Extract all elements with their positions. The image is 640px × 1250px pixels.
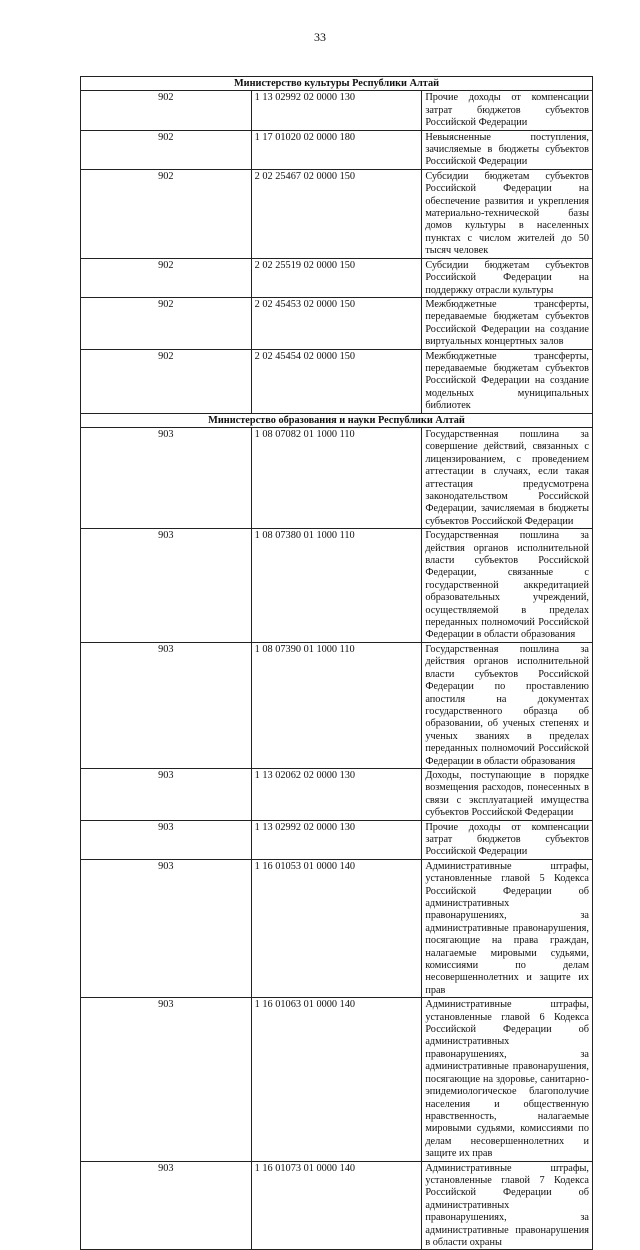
table-row bbox=[81, 998, 593, 1161]
kbk-code: 2 02 45454 02 0000 150 bbox=[251, 349, 422, 413]
revenue-name: Административные штрафы, установленные главой 5 Кодекса Российской Федерации об административных правонарушениях, за административные правонарушения, посягающие на права граждан, налагаемые мировыми судьями, комиссиями по делам несовершеннолетних и защите их прав bbox=[422, 859, 593, 997]
admin-code: 903 bbox=[81, 642, 252, 768]
revenue-name: Межбюджетные трансферты, передаваемые бюджетам субъектов Российской Федерации на создание виртуальных концертных залов bbox=[422, 297, 593, 349]
admin-code: 903 bbox=[81, 427, 252, 528]
table-row bbox=[81, 820, 593, 859]
revenue-name: Государственная пошлина за действия органов исполнительной власти субъектов Российской Федерации, связанные с государственной аккредитацией образовательных учреждений, осуществляемой в пределах переданных полномочий Российской Федерации в области образования bbox=[422, 529, 593, 643]
revenue-name: Прочие доходы от компенсации затрат бюджетов субъектов Российской Федерации bbox=[422, 91, 593, 130]
admin-code: 903 bbox=[81, 820, 252, 859]
revenue-name: Субсидии бюджетам субъектов Российской Федерации на обеспечение развития и укрепления материально-технической базы домов культуры в населенных пунктах с числом жителей до 50 тысяч человек bbox=[422, 169, 593, 258]
revenue-codes-table bbox=[80, 76, 593, 1250]
kbk-code: 2 02 25467 02 0000 150 bbox=[251, 169, 422, 258]
kbk-code: 1 08 07082 01 1000 110 bbox=[251, 427, 422, 528]
kbk-code: 2 02 25519 02 0000 150 bbox=[251, 258, 422, 297]
admin-code: 902 bbox=[81, 297, 252, 349]
kbk-code: 2 02 45453 02 0000 150 bbox=[251, 297, 422, 349]
revenue-name: Субсидии бюджетам субъектов Российской Федерации на поддержку отрасли культуры bbox=[422, 258, 593, 297]
kbk-code: 1 08 07380 01 1000 110 bbox=[251, 529, 422, 643]
section-header-row bbox=[81, 413, 593, 427]
kbk-code: 1 16 01073 01 0000 140 bbox=[251, 1161, 422, 1250]
section-header-row bbox=[81, 77, 593, 91]
kbk-code: 1 13 02062 02 0000 130 bbox=[251, 768, 422, 820]
admin-code: 903 bbox=[81, 998, 252, 1161]
table-row bbox=[81, 768, 593, 820]
kbk-code: 1 16 01053 01 0000 140 bbox=[251, 859, 422, 997]
admin-code: 902 bbox=[81, 91, 252, 130]
table-row bbox=[81, 349, 593, 413]
admin-code: 903 bbox=[81, 768, 252, 820]
revenue-name: Государственная пошлина за действия органов исполнительной власти субъектов Российской Федерации по проставлению апостиля на документах государственного образца об образовании, об ученых степенях и ученых званиях в пределах переданных полномочий Российской Федерации в области образования bbox=[422, 642, 593, 768]
kbk-code: 1 08 07390 01 1000 110 bbox=[251, 642, 422, 768]
kbk-code: 1 16 01063 01 0000 140 bbox=[251, 998, 422, 1161]
page-number: 33 bbox=[314, 30, 326, 44]
revenue-name: Государственная пошлина за совершение действий, связанных с лицензированием, с проведением аттестации в случаях, если такая аттестация предусмотрена законодательством Российской Федерации, зачисляемая в бюджеты субъектов Российской Федерации bbox=[422, 427, 593, 528]
admin-code: 902 bbox=[81, 169, 252, 258]
admin-code: 903 bbox=[81, 1161, 252, 1250]
admin-code: 902 bbox=[81, 349, 252, 413]
table-row bbox=[81, 130, 593, 169]
table-row bbox=[81, 642, 593, 768]
revenue-name: Административные штрафы, установленные главой 6 Кодекса Российской Федерации об административных правонарушениях, за административные правонарушения, посягающие на здоровье, санитарно-эпидемиологическое благополучие населения и общественную нравственность, налагаемые мировыми судьями, комиссиями по делам несовершеннолетних и защите их прав bbox=[422, 998, 593, 1161]
table-row bbox=[81, 297, 593, 349]
revenue-name: Административные штрафы, установленные главой 7 Кодекса Российской Федерации об административных правонарушениях, за административные правонарушения в области охраны bbox=[422, 1161, 593, 1250]
revenue-name: Невыясненные поступления, зачисляемые в бюджеты субъектов Российской Федерации bbox=[422, 130, 593, 169]
kbk-code: 1 17 01020 02 0000 180 bbox=[251, 130, 422, 169]
table-row bbox=[81, 1161, 593, 1250]
revenue-name: Доходы, поступающие в порядке возмещения расходов, понесенных в связи с эксплуатацией имущества субъектов Российской Федерации bbox=[422, 768, 593, 820]
table-row bbox=[81, 529, 593, 643]
admin-code: 902 bbox=[81, 130, 252, 169]
admin-code: 903 bbox=[81, 859, 252, 997]
table-row bbox=[81, 258, 593, 297]
section-title: Министерство образования и науки Республики Алтай bbox=[81, 413, 593, 427]
revenue-name: Прочие доходы от компенсации затрат бюджетов субъектов Российской Федерации bbox=[422, 820, 593, 859]
kbk-code: 1 13 02992 02 0000 130 bbox=[251, 91, 422, 130]
table-row bbox=[81, 169, 593, 258]
admin-code: 903 bbox=[81, 529, 252, 643]
section-title: Министерство культуры Республики Алтай bbox=[81, 77, 593, 91]
admin-code: 902 bbox=[81, 258, 252, 297]
table-row bbox=[81, 427, 593, 528]
kbk-code: 1 13 02992 02 0000 130 bbox=[251, 820, 422, 859]
table-row bbox=[81, 91, 593, 130]
revenue-name: Межбюджетные трансферты, передаваемые бюджетам субъектов Российской Федерации на создание модельных муниципальных библиотек bbox=[422, 349, 593, 413]
table-row bbox=[81, 859, 593, 997]
